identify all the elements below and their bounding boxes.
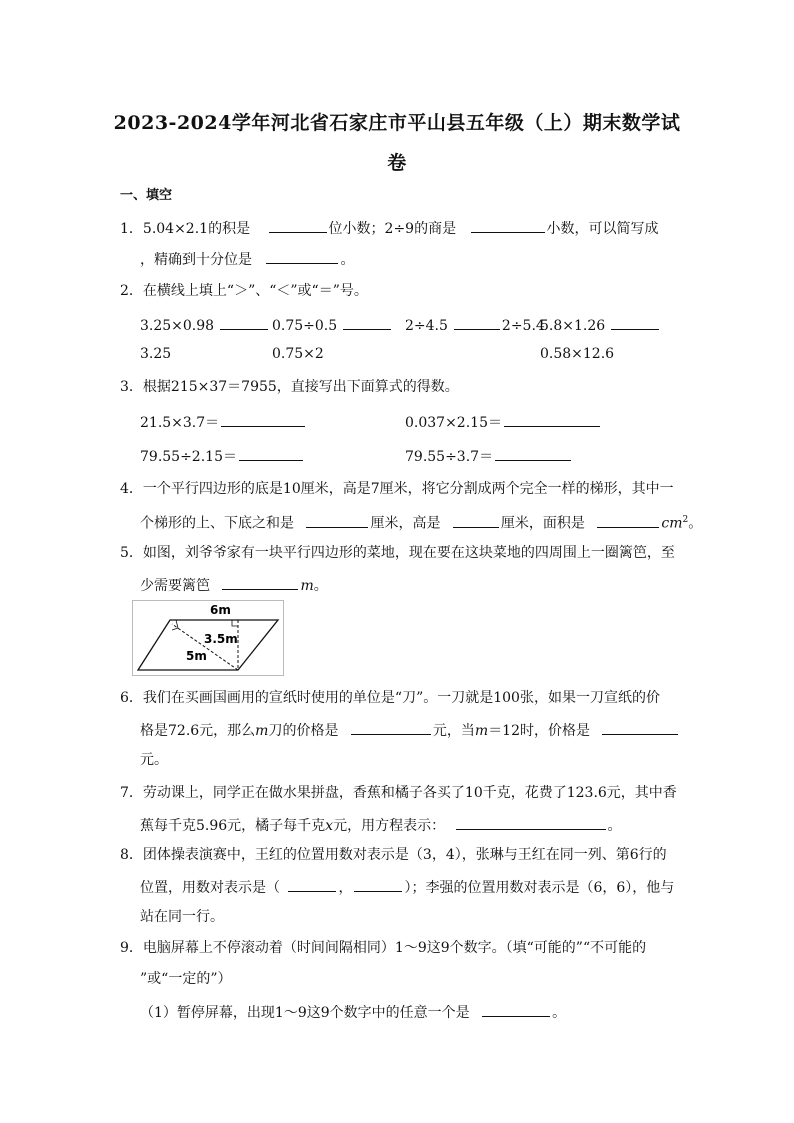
- q2-item-2-top: [272, 316, 393, 334]
- q6-text-c: 元，当: [432, 723, 475, 739]
- q4-text-b: 厘米，高是: [370, 515, 441, 532]
- q3-item-a: [140, 413, 307, 431]
- question-9-sub-1: [140, 1003, 566, 1021]
- q6-text-a: 格是72.6元，那么: [140, 723, 256, 739]
- question-5-line-1: 5．如图，刘爷爷家有一块平行四边形的菜地，现在要在这块菜地的四周围上一圈篱笆，至: [120, 545, 675, 561]
- q4-blank-2[interactable]: [453, 514, 499, 528]
- q7-end: 。: [607, 818, 622, 834]
- question-8-line-1: 8．团体操表演赛中，王红的位置用数对表示是（3，4），张琳与王红在同一列、第6行的: [120, 847, 667, 863]
- question-1-line-2: [140, 250, 354, 268]
- q1-text-a: 1．5.04×2.1的积是: [120, 221, 251, 237]
- q7-var-x: x: [325, 818, 334, 834]
- question-7-line-1: 7．劳动课上，同学正在做水果拼盘，香蕉和橘子各买了10千克，花费了123.6元，其中香: [120, 785, 677, 801]
- q4-text-a: 个梯形的上、下底之和是: [140, 515, 294, 532]
- question-4-line-1: 4．一个平行四边形的底是10厘米，高是7厘米，将它分割成两个完全一样的梯形，其中一: [120, 481, 674, 497]
- q5-end: 。: [313, 578, 328, 594]
- q8-text-a: 位置，用数对表示是（: [140, 880, 280, 896]
- q3-blank-a[interactable]: [221, 413, 305, 427]
- q3-blank-c[interactable]: [239, 447, 303, 461]
- q9-sub1-text: （1）暂停屏幕，出现1～9这9个数字中的任意一个是: [140, 1005, 470, 1021]
- label-base-6m: 6m: [210, 603, 231, 617]
- right-angle-mark-top: [232, 620, 238, 626]
- question-3-stem: 3．根据215×37＝7955，直接写出下面算式的得数。: [120, 379, 459, 395]
- question-6-line-2: [140, 721, 680, 739]
- question-7-line-2: [140, 816, 622, 834]
- q2-expr: 0.75÷0.5: [272, 318, 338, 334]
- q5-text-a: 少需要篱笆: [140, 578, 210, 594]
- q2-blank-4[interactable]: [611, 316, 659, 330]
- q2-expr: 2÷5.4: [501, 318, 545, 334]
- q8-text-b: ）；李强的位置用数对表示是（6，6），他与: [404, 880, 675, 896]
- question-4-line-2: [140, 512, 702, 532]
- q2-item-4-top: [540, 316, 661, 334]
- q3-expr: 79.55÷3.7＝: [405, 449, 494, 465]
- q1-blank-1[interactable]: [269, 219, 327, 233]
- q7-blank-equation[interactable]: [456, 816, 606, 830]
- q2-item-1-top: [140, 316, 270, 334]
- q2-blank-2[interactable]: [343, 316, 391, 330]
- perpendicular-line: [172, 624, 238, 670]
- question-1-line-1: [120, 219, 659, 237]
- q2-expr: 2÷4.5: [405, 318, 448, 334]
- q6-var-m: m: [255, 723, 269, 739]
- q4-unit-exponent: 2: [682, 515, 689, 525]
- q1-text-e: 。: [340, 252, 355, 268]
- q7-text-b: 元，用方程表示：: [333, 818, 446, 834]
- q8-blank-1[interactable]: [288, 878, 336, 892]
- section-heading-fill-blank: 一、填空: [120, 188, 173, 203]
- q5-blank-1[interactable]: [222, 576, 298, 590]
- page-title: 2023-2024学年河北省石家庄市平山县五年级（上）期末数学试: [113, 112, 681, 134]
- q9-blank-1[interactable]: [482, 1003, 550, 1017]
- q2-expr: 5.8×1.26: [540, 318, 606, 334]
- q4-blank-3[interactable]: [597, 514, 659, 528]
- q2-item-1-bottom: 3.25: [140, 346, 172, 362]
- q2-item-3-top: [405, 316, 545, 334]
- right-angle-mark-left: [172, 620, 178, 630]
- q4-blank-1[interactable]: [306, 514, 368, 528]
- question-5-line-2: [140, 576, 328, 594]
- q2-item-4-bottom: 0.58×12.6: [540, 346, 615, 362]
- q7-text-a: 蕉每千克5.96元，橘子每千克: [140, 818, 326, 834]
- q1-blank-3[interactable]: [266, 250, 338, 264]
- question-6-line-3: 元。: [140, 752, 168, 768]
- q9-sub1-end: 。: [552, 1005, 567, 1021]
- label-height-3-5m: 3.5m: [204, 632, 238, 646]
- parallelogram-figure: [132, 600, 284, 676]
- q5-unit: m: [300, 578, 314, 594]
- q8-blank-2[interactable]: [354, 878, 402, 892]
- q3-expr: 0.037×2.15＝: [405, 415, 502, 431]
- q4-unit: cm: [661, 515, 683, 532]
- q2-blank-3[interactable]: [454, 316, 500, 330]
- q4-end: 。: [688, 515, 703, 532]
- label-side-5m: 5m: [186, 649, 207, 663]
- q2-item-2-bottom: 0.75×2: [272, 346, 324, 362]
- page-title-continued: 卷: [387, 152, 407, 174]
- q3-blank-b[interactable]: [504, 413, 600, 427]
- q6-blank-1[interactable]: [351, 721, 431, 735]
- q6-text-d: ＝12时，价格是: [488, 723, 591, 739]
- q1-text-b: 位小数；2÷9的商是: [328, 221, 457, 237]
- question-8-line-3: 站在同一行。: [140, 909, 224, 925]
- question-6-line-1: 6．我们在买画国画用的宣纸时使用的单位是“刀”。一刀就是100张，如果一刀宣纸的价: [120, 690, 660, 706]
- q6-text-b: 刀的价格是: [268, 723, 339, 739]
- q1-blank-2[interactable]: [471, 219, 545, 233]
- q6-var-m: m: [474, 723, 489, 739]
- q3-expr: 79.55÷2.15＝: [140, 449, 237, 465]
- q4-text-c: 厘米，面积是: [500, 515, 585, 532]
- q6-blank-2[interactable]: [602, 721, 678, 735]
- q3-item-b: [405, 413, 602, 431]
- question-2-stem: 2．在横线上填上“＞”、“＜”或“＝”号。: [120, 283, 368, 299]
- q3-item-d: [405, 447, 573, 465]
- q3-expr: 21.5×3.7＝: [140, 415, 220, 431]
- q1-text-d: ，精确到十分位是: [140, 252, 252, 268]
- q2-blank-1[interactable]: [220, 316, 268, 330]
- question-9-line-2: ”或“一定的”）: [140, 971, 232, 987]
- q2-expr: 3.25×0.98: [140, 318, 215, 334]
- q1-text-c: 小数，可以简写成: [546, 221, 659, 237]
- question-8-line-2: [140, 878, 674, 896]
- q3-item-c: [140, 447, 305, 465]
- q8-comma: ，: [338, 880, 353, 896]
- q3-blank-d[interactable]: [495, 447, 571, 461]
- question-9-line-1: 9．电脑屏幕上不停滚动着（时间间隔相同）1～9这9个数字。（填“可能的”“不可能的: [120, 940, 647, 956]
